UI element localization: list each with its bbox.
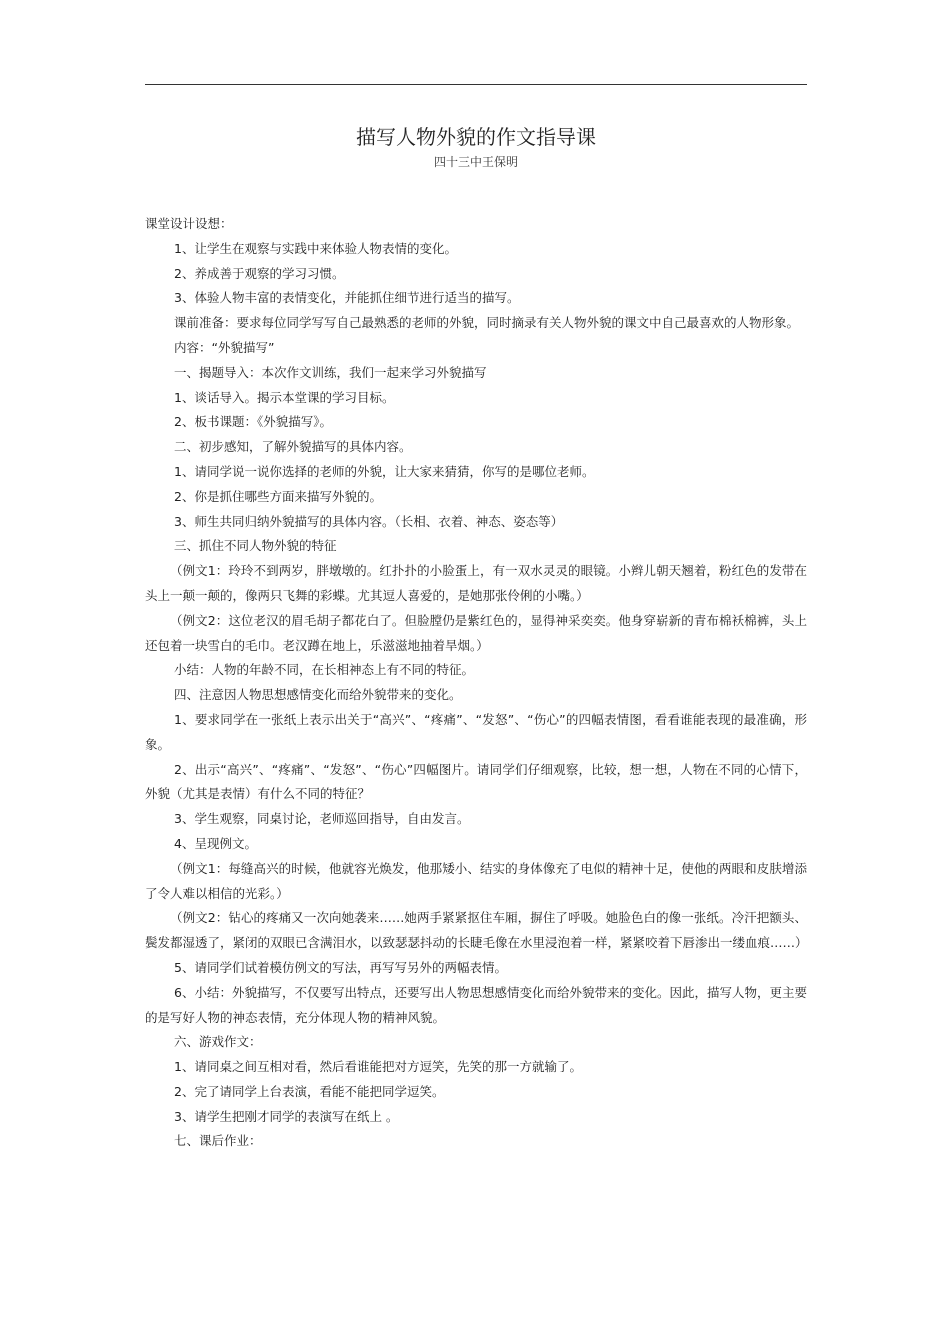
paragraph: 4、呈现例文。 xyxy=(174,835,257,851)
paragraph: 三、抓住不同人物外貌的特征 xyxy=(174,538,337,554)
paragraph: 七、课后作业： xyxy=(174,1133,262,1149)
document-title: 描写人物外貌的作文指导课 xyxy=(356,125,596,149)
paragraph: 小结：人物的年龄不同，在长相神态上有不同的特征。 xyxy=(174,662,475,678)
paragraph: 1、请同学说一说你选择的老师的外貌，让大家来猜猜，你写的是哪位老师。 xyxy=(174,463,595,479)
paragraph: （例文2：钻心的疼痛又一次向她袭来……她两手紧紧抠住车厢，摒住了呼吸。她脸色白的像一张纸。冷汗把额头、鬓发都湿透了，紧闭的双眼已含满泪水，以致瑟瑟抖动的长睫毛像在水里浸泡着一样，紧紧咬着下唇渗出一缕血痕……） xyxy=(145,910,808,951)
paragraph: 内容：“外貌描写” xyxy=(174,339,275,355)
paragraph: 1、让学生在观察与实践中来体验人物表情的变化。 xyxy=(174,240,457,256)
paragraph: 6、小结：外貌描写，不仅要写出特点，还要写出人物思想感情变化而给外貌带来的变化。因此，描写人物，更主要的是写好人物的神态表情，充分体现人物的精神风貌。 xyxy=(145,984,807,1025)
paragraph: 四、注意因人物思想感情变化而给外貌带来的变化。 xyxy=(174,687,462,703)
paragraph: 一、揭题导入：本次作文训练，我们一起来学习外貌描写 xyxy=(174,364,487,380)
paragraph: 2、板书课题：《外貌描写》。 xyxy=(174,414,332,430)
paragraph: 3、师生共同归纳外貌描写的具体内容。（长相、衣着、神态、姿态等） xyxy=(174,513,564,529)
paragraph: 3、体验人物丰富的表情变化，并能抓住细节进行适当的描写。 xyxy=(174,290,520,306)
paragraph: 二、初步感知，了解外貌描写的具体内容。 xyxy=(174,439,412,455)
paragraph: 2、养成善于观察的学习习惯。 xyxy=(174,265,345,281)
paragraph: （例文2：这位老汉的眉毛胡子都花白了。但脸膛仍是紫红色的，显得神采奕奕。他身穿崭新的青布棉袄棉裤，头上还包着一块雪白的毛巾。老汉蹲在地上，乐滋滋地抽着旱烟。） xyxy=(145,612,807,653)
paragraph: 课堂设计设想： xyxy=(145,216,233,231)
paragraph: 2、完了请同学上台表演，看能不能把同学逗笑。 xyxy=(174,1083,445,1099)
paragraph: 2、出示“高兴”、“疼痛”、“发怒”、“伤心”四幅图片。请同学们仔细观察，比较，想一想，人物在不同的心情下，外貌（尤其是表情）有什么不同的特征？ xyxy=(145,761,807,802)
paragraph: 六、游戏作文： xyxy=(174,1034,262,1050)
paragraph: （例文1：玲玲不到两岁，胖墩墩的。红扑扑的小脸蛋上，有一双水灵灵的眼镜。小辫儿朝天翘着，粉红色的发带在头上一颠一颠的，像两只飞舞的彩蝶。尤其逗人喜爱的，是她那张伶俐的小嘴。） xyxy=(145,563,807,603)
paragraph: 2、你是抓住哪些方面来描写外貌的。 xyxy=(174,488,382,504)
paragraph: （例文1：每缝高兴的时候，他就容光焕发，他那矮小、结实的身体像充了电似的精神十足，使他的两眼和皮肤增添了令人难以相信的光彩。） xyxy=(145,860,807,901)
paragraph: 3、请学生把刚才同学的表演写在纸上 。 xyxy=(174,1108,399,1124)
paragraph: 5、请同学们试着模仿例文的写法，再写写另外的两幅表情。 xyxy=(174,959,507,975)
header-rule xyxy=(145,84,807,85)
paragraph: 3、学生观察，同桌讨论，老师巡回指导，自由发言。 xyxy=(174,811,470,827)
paragraph: 1、请同桌之间互相对看，然后看谁能把对方逗笑，先笑的那一方就输了。 xyxy=(174,1059,582,1075)
document-author: 四十三中王保明 xyxy=(433,155,518,169)
document-body xyxy=(145,212,807,1154)
document-page xyxy=(145,0,807,1344)
paragraph: 1、要求同学在一张纸上表示出关于“高兴”、“疼痛”、“发怒”、“伤心”的四幅表情图，看看谁能表现的最准确，形象。 xyxy=(145,711,807,752)
paragraph: 1、谈话导入。揭示本堂课的学习目标。 xyxy=(174,389,395,405)
paragraph: 课前准备：要求每位同学写写自己最熟悉的老师的外貌，同时摘录有关人物外貌的课文中自己最喜欢的人物形象。 xyxy=(174,315,800,331)
